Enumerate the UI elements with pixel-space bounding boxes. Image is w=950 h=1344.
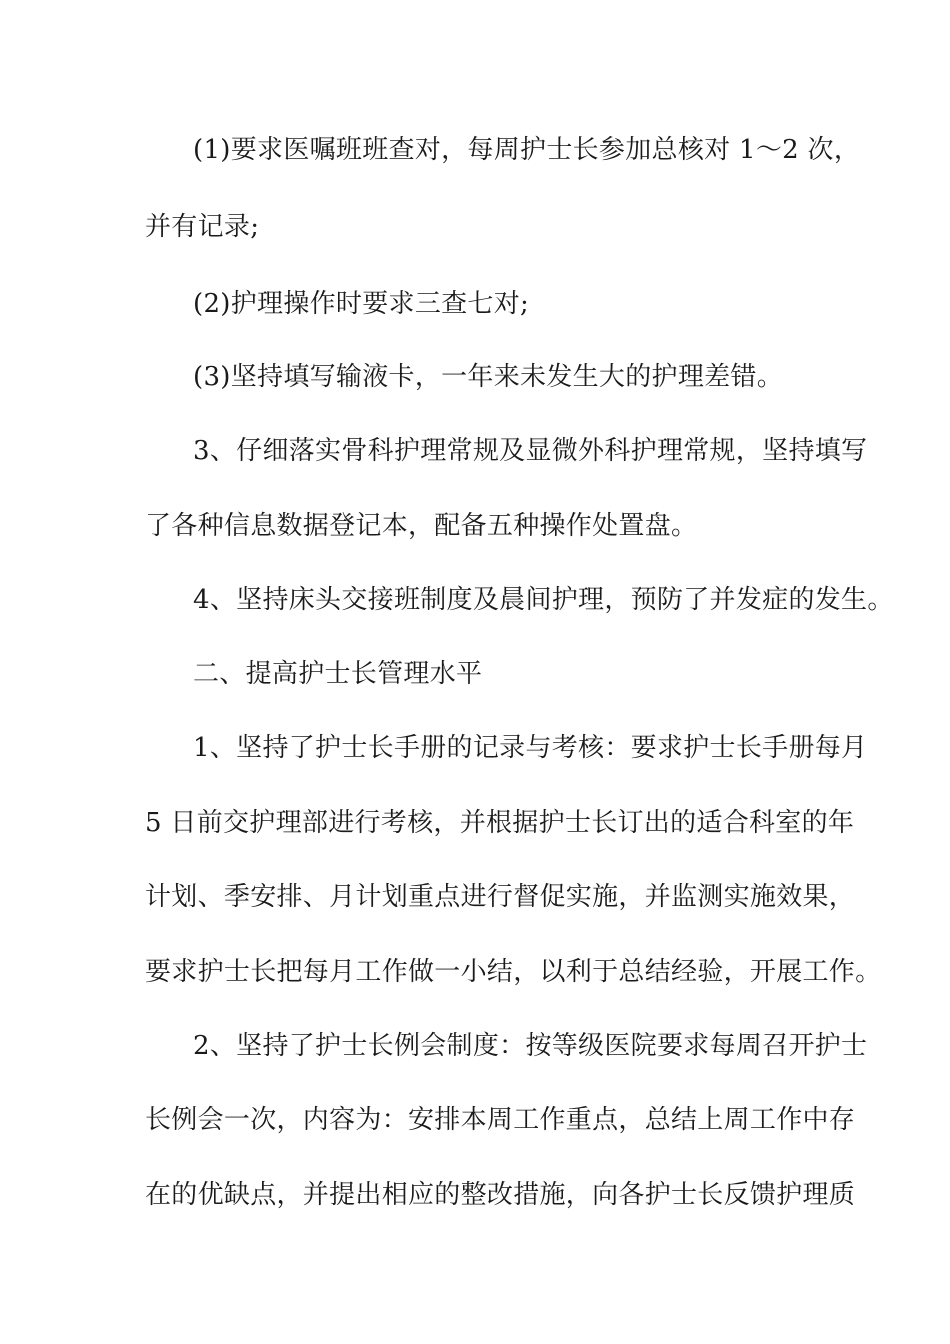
text-line: 长例会一次，内容为：安排本周工作重点，总结上周工作中存 [145, 1105, 856, 1135]
section-heading: 二、提高护士长管理水平 [193, 659, 483, 689]
text-line: 3、仔细落实骨科护理常规及显微外科护理常规，坚持填写 [193, 436, 868, 466]
text-line: 计划、季安排、月计划重点进行督促实施，并监测实施效果， [145, 882, 856, 912]
text-line: 并有记录; [145, 212, 260, 242]
text-line: 5 日前交护理部进行考核，并根据护士长订出的适合科室的年 [145, 808, 855, 838]
text-line: 1、坚持了护士长手册的记录与考核：要求护士长手册每月 [193, 733, 868, 763]
text-line: (1)要求医嘱班班查对，每周护士长参加总核对 1～2 次， [193, 135, 861, 165]
text-line: (2)护理操作时要求三查七对; [193, 289, 530, 319]
text-line: 2、坚持了护士长例会制度：按等级医院要求每周召开护士 [193, 1031, 868, 1061]
text-line: 在的优缺点，并提出相应的整改措施，向各护士长反馈护理质 [145, 1180, 856, 1210]
text-line: (3)坚持填写输液卡，一年来未发生大的护理差错。 [193, 362, 784, 392]
text-line: 要求护士长把每月工作做一小结，以利于总结经验，开展工作。 [145, 957, 882, 987]
text-line: 4、坚持床头交接班制度及晨间护理，预防了并发症的发生。 [193, 585, 894, 615]
text-line: 了各种信息数据登记本，配备五种操作处置盘。 [145, 511, 698, 541]
